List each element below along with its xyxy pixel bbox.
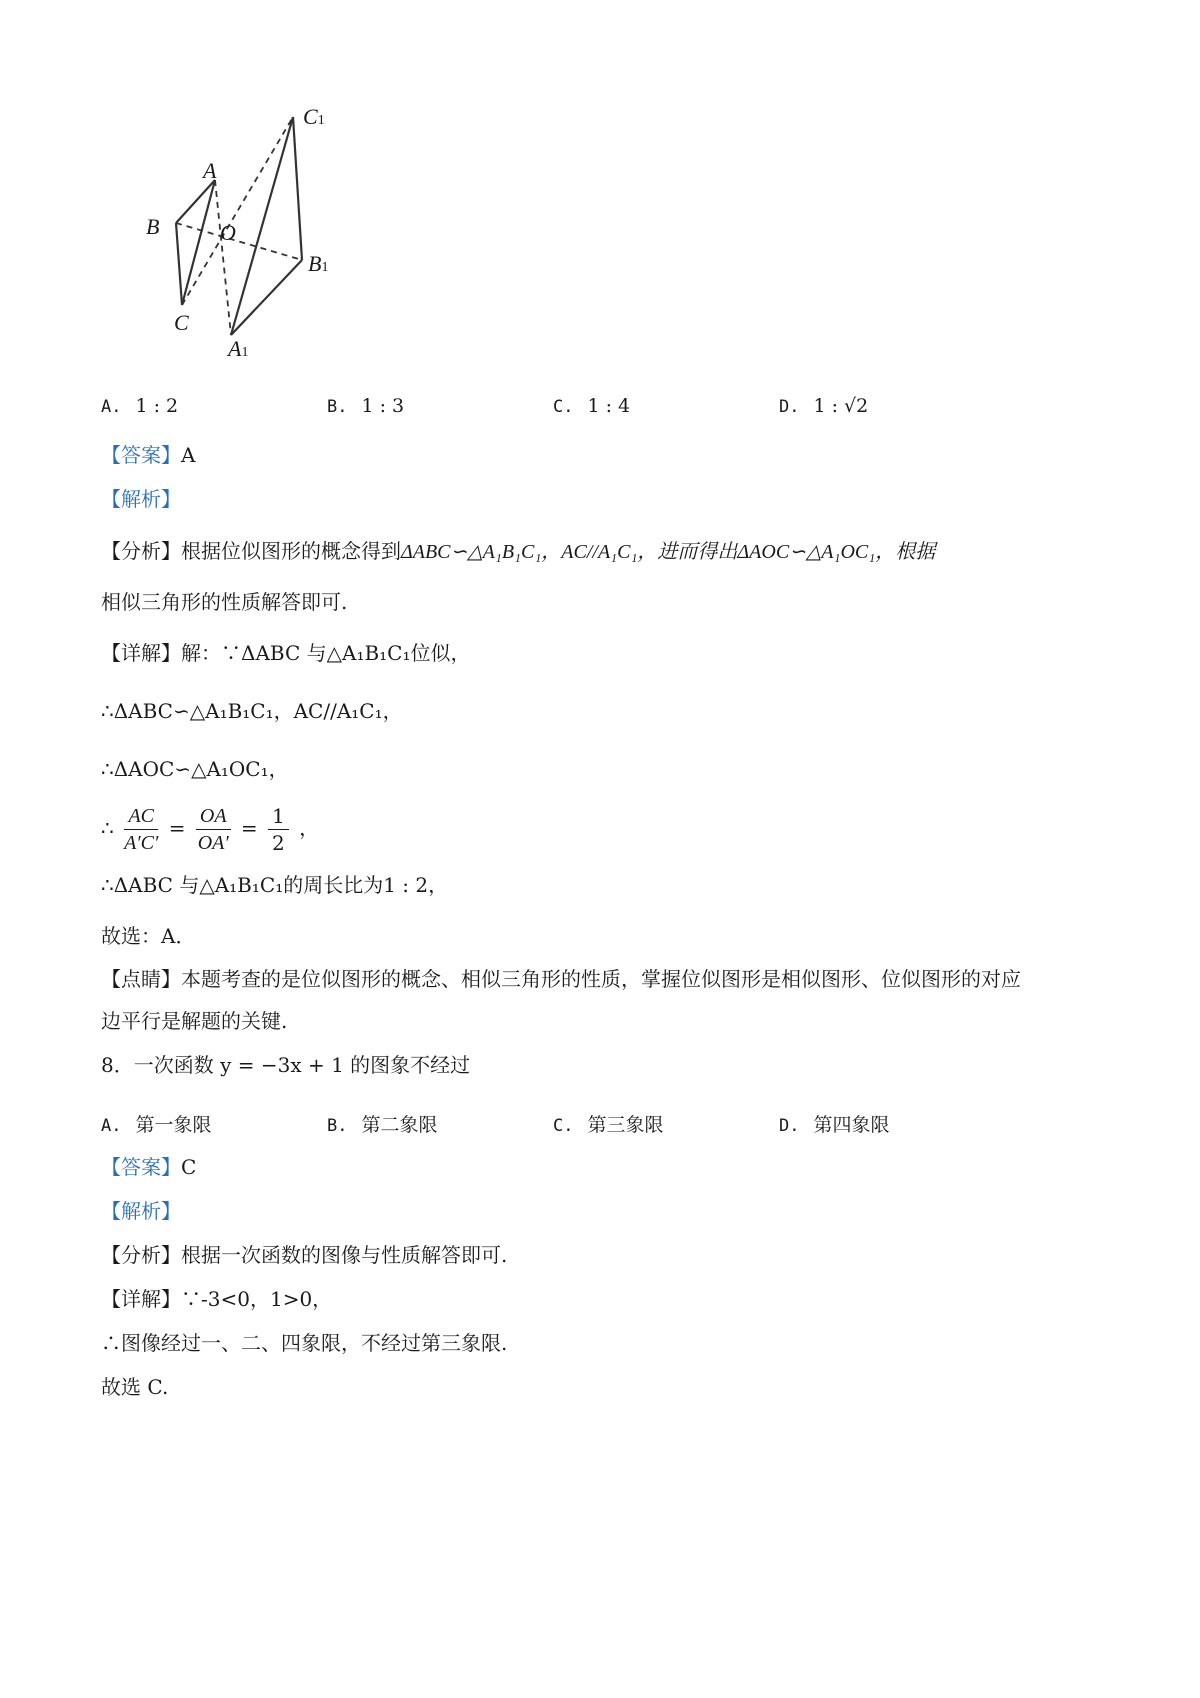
q8-option-b[interactable]: B. 第二象限 xyxy=(327,1114,438,1136)
segment-bc xyxy=(176,223,182,305)
label-c1: C1 xyxy=(303,104,325,129)
label-a1: A1 xyxy=(228,336,249,361)
q7-detail-fraction-line: ∴ $\frac{AC}{A'C'}$ = $\frac{OA}{OA'}$ = $\frac{1}{2}$ ， xyxy=(101,804,320,855)
q7-option-d[interactable]: D. 1 : √2 xyxy=(779,395,869,417)
q8-detail-line1: 【详解】∵-3<0，1>0， xyxy=(101,1287,333,1311)
q7-detail-line2: ∴ΔABC∽△A₁B₁C₁，AC//A₁C₁， xyxy=(101,699,403,723)
q7-fenxi-line1: 【分析】根据位似图形的概念得到ΔABC∽△A₁B₁C₁，AC//A₁C₁，进而得出ΔAOC∽△A₁OC₁，根据 xyxy=(101,539,936,563)
q7-detail-line3: ∴ΔAOC∽△A₁OC₁， xyxy=(101,757,289,781)
q7-option-c[interactable]: C. 1 : 4 xyxy=(553,395,631,417)
q7-answer: 【答案】A xyxy=(101,443,196,467)
label-c: C xyxy=(174,310,189,335)
geometry-figure xyxy=(140,95,540,395)
label-b: B xyxy=(146,214,160,239)
q8-fenxi: 【分析】根据一次函数的图像与性质解答即可. xyxy=(101,1243,508,1267)
q8-option-c[interactable]: C. 第三象限 xyxy=(553,1114,664,1136)
segment-b1c1 xyxy=(293,117,302,260)
label-o: O xyxy=(220,220,236,245)
q7-dianjing-line2: 边平行是解题的关键. xyxy=(101,1009,288,1033)
q8-answer: 【答案】C xyxy=(101,1155,197,1179)
fraction-oa: $\frac{OA}{OA'}$ xyxy=(197,805,229,854)
q7-detail-line5: ∴ΔABC 与△A₁B₁C₁的周长比为1 : 2， xyxy=(101,873,449,897)
fraction-ac: $\frac{AC}{A'C'}$ xyxy=(124,805,159,854)
q8-option-d[interactable]: D. 第四象限 xyxy=(779,1114,890,1136)
q8-option-a[interactable]: A. 第一象限 xyxy=(101,1114,212,1136)
label-a: A xyxy=(203,158,217,183)
q8-detail-line2: ∴图像经过一、二、四象限，不经过第三象限. xyxy=(101,1331,508,1355)
fraction-half: $\frac{1}{2}$ xyxy=(268,803,289,856)
q8-analysis-tag: 【解析】 xyxy=(101,1199,181,1223)
dashed-c-c1 xyxy=(182,117,293,305)
dashed-a-a1 xyxy=(215,180,231,335)
q7-option-a[interactable]: A. 1 : 2 xyxy=(101,395,179,417)
q8-stem: 8．一次函数 y = −3x + 1 的图象不经过 xyxy=(101,1053,471,1077)
q7-detail-line6: 故选：A． xyxy=(101,924,196,948)
q7-dianjing-line1: 【点睛】本题考查的是位似图形的概念、相似三角形的性质，掌握位似图形是相似图形、位似图形的对应 xyxy=(101,967,1021,991)
q7-analysis-tag: 【解析】 xyxy=(101,487,181,511)
q7-detail-line1: 【详解】解：∵ΔABC 与△A₁B₁C₁位似， xyxy=(101,641,471,665)
q8-detail-line3: 故选 C. xyxy=(101,1375,169,1399)
label-b1: B1 xyxy=(308,251,329,276)
q7-option-b[interactable]: B. 1 : 3 xyxy=(327,395,405,417)
q7-fenxi-line2: 相似三角形的性质解答即可. xyxy=(101,590,348,614)
